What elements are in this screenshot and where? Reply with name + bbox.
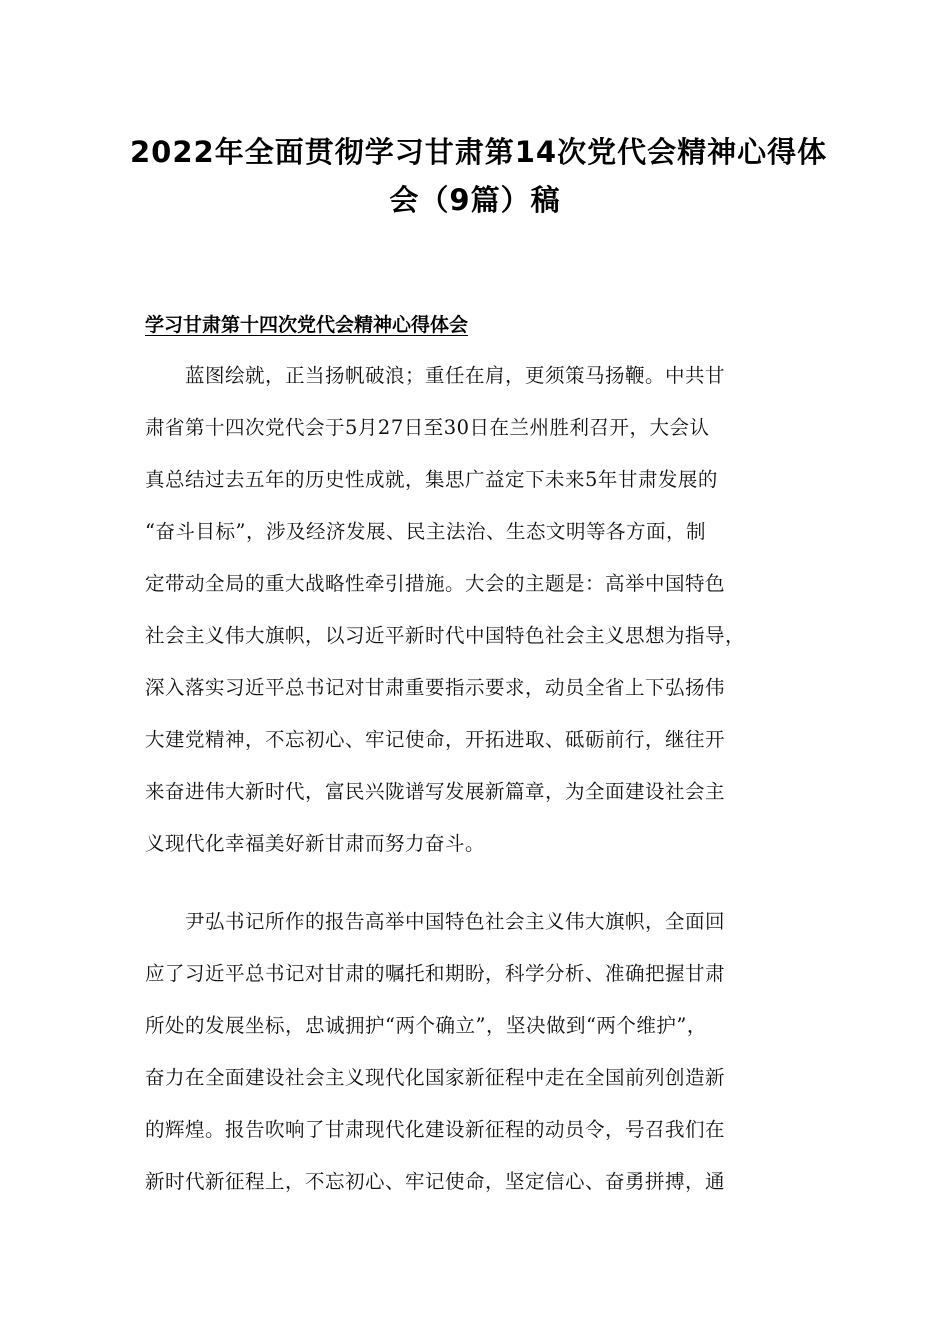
paragraph-line: 新时代新征程上，不忘初心、牢记使命，坚定信心、奋勇拼搏，通 (145, 1170, 726, 1193)
paragraph-line: 所处的发展坐标，忠诚拥护“两个确立”，坚决做到“两个维护”， (145, 1014, 707, 1037)
paragraph-line: 义现代化幸福美好新甘肃而努力奋斗。 (145, 832, 486, 855)
paragraph-line: “奋斗目标”，涉及经济发展、民主法治、生态文明等各方面，制 (145, 520, 706, 543)
paragraph-line: 真总结过去五年的历史性成就，集思广益定下未来5年甘肃发展的 (145, 468, 718, 491)
title-line: 2022年全面贯彻学习甘肃第14次党代会精神心得体 (130, 135, 828, 169)
paragraph-line: 深入落实习近平总书记对甘肃重要指示要求，动员全省上下弘扬伟 (145, 676, 726, 699)
section-heading: 学习甘肃第十四次党代会精神心得体会 (145, 314, 469, 336)
paragraph-line: 应了习近平总书记对甘肃的嘱托和期盼，科学分析、准确把握甘肃 (145, 962, 726, 985)
paragraph-line: 大建党精神，不忘初心、牢记使命，开拓进取、砥砺前行，继往开 (145, 728, 726, 751)
paragraph (145, 896, 820, 1208)
paragraph-line: 的辉煌。报告吹响了甘肃现代化建设新征程的动员令，号召我们在 (145, 1118, 726, 1141)
paragraph-line: 社会主义伟大旗帜，以习近平新时代中国特色社会主义思想为指导， (145, 624, 746, 647)
paragraph (145, 350, 820, 870)
title-line: 会（9篇）稿 (389, 183, 561, 217)
paragraph-line: 奋力在全面建设社会主义现代化国家新征程中走在全国前列创造新 (145, 1066, 726, 1089)
paragraph-line: 肃省第十四次党代会于5月27日至30日在兰州胜利召开，大会认 (145, 416, 710, 439)
paragraph-line: 尹弘书记所作的报告高举中国特色社会主义伟大旗帜，全面回 (185, 910, 726, 933)
document-title (130, 128, 828, 224)
paragraph-line: 蓝图绘就，正当扬帆破浪；重任在肩，更须策马扬鞭。中共甘 (185, 364, 726, 387)
paragraph-line: 来奋进伟大新时代，富民兴陇谱写发展新篇章，为全面建设社会主 (145, 780, 726, 803)
paragraph-line: 定带动全局的重大战略性牵引措施。大会的主题是：高举中国特色 (145, 572, 726, 595)
